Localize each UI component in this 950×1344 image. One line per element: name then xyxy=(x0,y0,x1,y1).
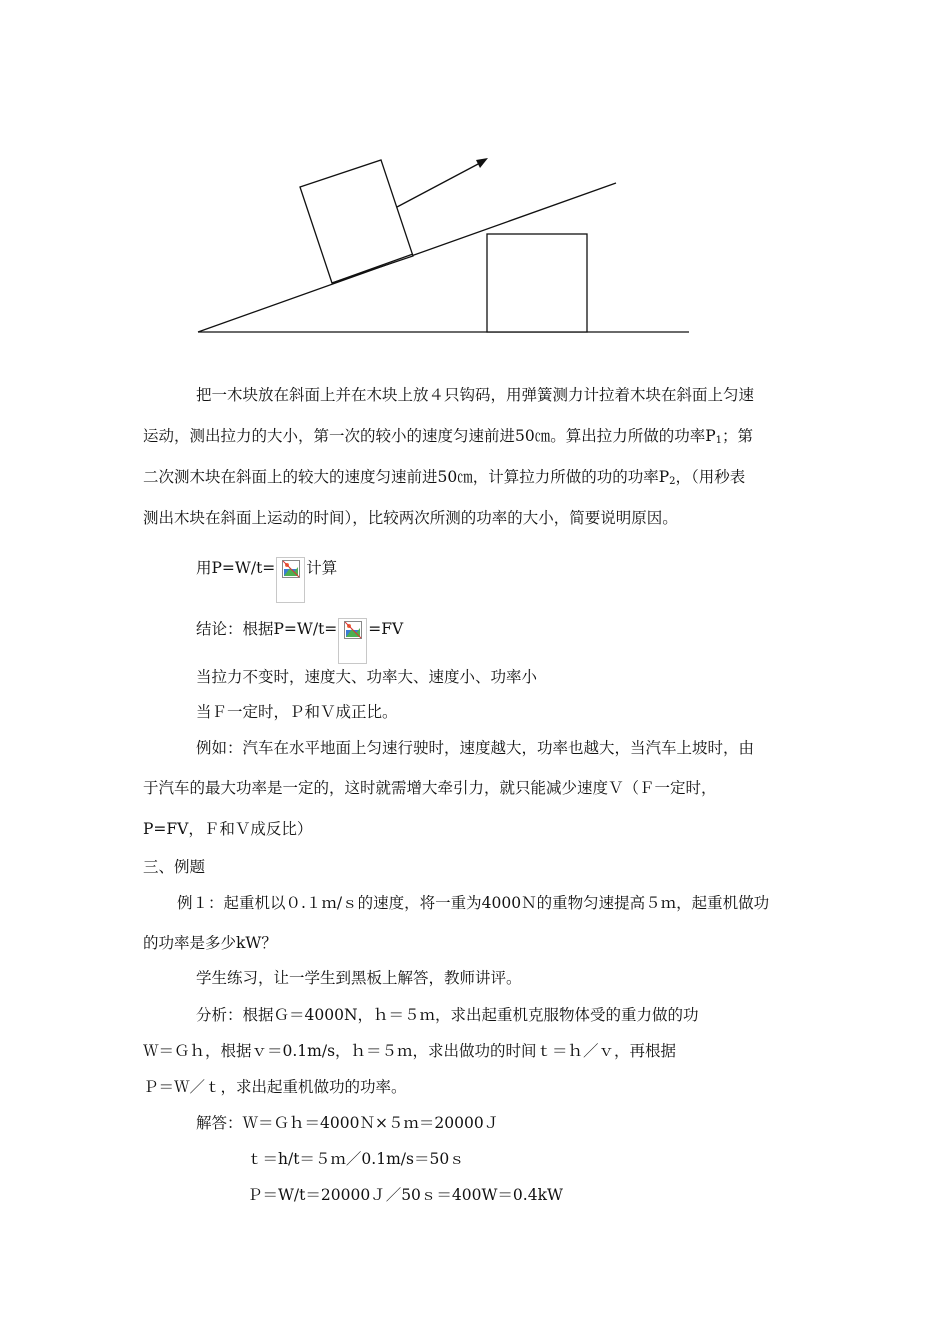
formula1-line xyxy=(196,557,337,603)
para1-line3-tail: ，（用秒表 xyxy=(675,468,746,486)
formula2-before: 结论：根据P=W/t= xyxy=(196,620,338,638)
formula2-after: =FV xyxy=(368,620,404,638)
subscript-2: 2 xyxy=(669,476,676,487)
broken-image-icon xyxy=(282,560,300,578)
example1-line2: 的功率是多少kW？ xyxy=(143,934,277,952)
example1-line1: 例１：起重机以０.１ｍ/ｓ的速度，将一重为4000Ｎ的重物匀速提高５ｍ，起重机做功 xyxy=(177,894,770,912)
analysis-line2: Ｗ＝Ｇｈ，根据ｖ＝0.1m/s，ｈ＝５ｍ，求出做功的时间ｔ＝ｈ／ｖ，再根据 xyxy=(143,1042,677,1060)
para1-line4: 测出木块在斜面上运动的时间），比较两次所测的功率的大小，简要说明原因。 xyxy=(143,509,678,527)
formula1-after: 计算 xyxy=(306,559,338,577)
analysis-line3: Ｐ＝Ｗ／ｔ，求出起重机做功的功率。 xyxy=(143,1078,407,1096)
solution-line3: Ｐ＝W/t＝20000Ｊ／50ｓ＝400W＝0.4kW xyxy=(247,1186,563,1204)
practice-line: 学生练习，让一学生到黑板上解答，教师讲评。 xyxy=(196,969,522,987)
broken-image-icon xyxy=(344,621,362,639)
formula1-before: 用P=W/t= xyxy=(196,559,276,577)
para1-line3 xyxy=(143,467,745,487)
formula1-image-placeholder xyxy=(276,557,305,603)
pull-string xyxy=(397,163,480,207)
para1-line2-text: 运动，测出拉力的大小，第一次的较小的速度匀速前进50㎝。算出拉力所做的功率P xyxy=(143,427,716,445)
arrow-head-icon xyxy=(476,158,488,168)
para1-line2 xyxy=(143,426,753,446)
para1-line1: 把一木块放在斜面上并在木块上放４只钩码，用弹簧测力计拉着木块在斜面上匀速 xyxy=(196,386,755,404)
support-block xyxy=(487,234,587,332)
solution-line1: 解答：Ｗ＝Ｇｈ＝4000Ｎ×５ｍ＝20000Ｊ xyxy=(196,1114,500,1132)
conclusion-line1: 当拉力不变时，速度大、功率大、速度小、功率小 xyxy=(196,668,538,686)
formula2-image-placeholder xyxy=(338,618,367,664)
section-heading: 三、例题 xyxy=(143,858,206,876)
example-text-line1: 例如：汽车在水平地面上匀速行驶时，速度越大，功率也越大，当汽车上坡时，由 xyxy=(196,739,755,757)
incline-diagram xyxy=(0,0,950,360)
para1-line3-text: 二次测木块在斜面上的较大的速度匀速前进50㎝，计算拉力所做的功的功率P xyxy=(143,468,670,486)
subscript-1: 1 xyxy=(715,435,723,446)
formula2-line xyxy=(196,618,403,664)
example-text-line3: P=FV，Ｆ和Ｖ成反比） xyxy=(143,820,313,838)
example-text-line2: 于汽车的最大功率是一定的，这时就需增大牵引力，就只能减少速度Ｖ（Ｆ一定时， xyxy=(143,779,717,797)
analysis-line1: 分析：根据Ｇ＝4000N，ｈ＝５ｍ，求出起重机克服物体受的重力做的功 xyxy=(196,1006,699,1024)
solution-line2: ｔ＝h/t＝５ｍ／0.1m/s＝50ｓ xyxy=(247,1150,465,1168)
wood-block xyxy=(300,160,413,283)
conclusion-line2: 当Ｆ一定时，Ｐ和Ｖ成正比。 xyxy=(196,703,398,721)
para1-line2-tail: ；第 xyxy=(722,427,754,445)
